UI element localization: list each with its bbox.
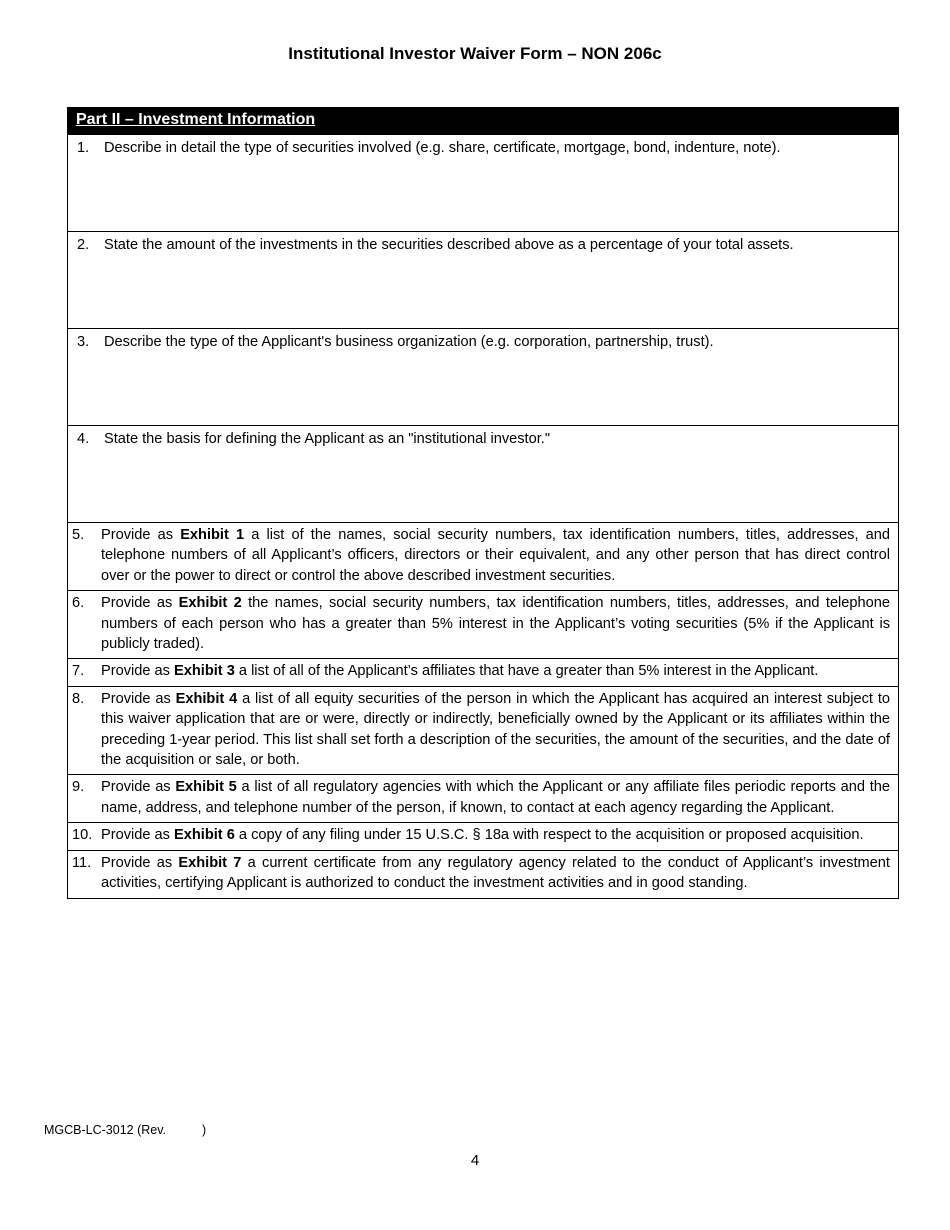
question-number: 9. bbox=[72, 779, 85, 796]
question-number: 3. bbox=[77, 334, 90, 350]
question-text: Describe the type of the Applicant's business organization (e.g. corporation, partnership, trust). bbox=[104, 334, 714, 350]
question-prefix: Provide as bbox=[101, 595, 179, 612]
question-body: a list of all equity securities of the person in which the Applicant has acquired an interest subject to this waiver application that are or were, directly or indirectly, beneficially owned by the Applicant or its affiliates within the preceding 1-year period. This list shall set forth a description of the securities, the amount of the securities, and the date of the acquisition or sale, or both. bbox=[101, 690, 890, 769]
question-number: 5. bbox=[72, 527, 85, 543]
exhibit-label: Exhibit 5 bbox=[175, 779, 237, 796]
question-text bbox=[101, 777, 890, 818]
question-text bbox=[101, 689, 890, 771]
exhibit-row bbox=[68, 850, 898, 898]
question-number: 8. bbox=[72, 690, 85, 707]
question-row[interactable] bbox=[68, 328, 898, 425]
question-prefix: Provide as bbox=[101, 690, 176, 707]
exhibit-row bbox=[68, 590, 898, 658]
question-number: 6. bbox=[72, 595, 85, 612]
question-body: a list of the names, social security numbers, tax identification numbers, titles, addresses, and telephone numbers of all Applicant’s officers, directors or their equivalent, and any other person that has direct control over or the power to direct or control the above described investment securities. bbox=[101, 527, 890, 584]
question-text: State the amount of the investments in the securities described above as a percentage of your total assets. bbox=[104, 237, 794, 253]
page-number: 4 bbox=[470, 1152, 480, 1169]
question-prefix: Provide as bbox=[101, 854, 179, 871]
question-row[interactable] bbox=[68, 134, 898, 231]
question-text: Describe in detail the type of securities involved (e.g. share, certificate, mortgage, bond, indenture, note). bbox=[104, 140, 781, 156]
part-header: Part II – Investment Information bbox=[68, 108, 898, 134]
question-prefix: Provide as bbox=[101, 527, 181, 543]
exhibit-label: Exhibit 6 bbox=[174, 827, 235, 844]
exhibit-label: Exhibit 2 bbox=[178, 595, 242, 612]
question-number: 11. bbox=[72, 854, 92, 871]
exhibit-label: Exhibit 4 bbox=[175, 690, 238, 707]
question-text bbox=[101, 661, 890, 681]
question-row[interactable] bbox=[68, 231, 898, 328]
question-text bbox=[101, 593, 890, 654]
question-body: a list of all of the Applicant’s affiliates that have a greater than 5% interest in the Applicant. bbox=[234, 663, 819, 680]
form-code bbox=[44, 1123, 206, 1137]
question-number: 1. bbox=[77, 140, 90, 156]
question-body: a current certificate from any regulatory agency related to the conduct of Applicant’s investment activities, certifying Applicant is authorized to conduct the investment activities and in good standing. bbox=[101, 854, 890, 892]
exhibit-label: Exhibit 1 bbox=[180, 527, 245, 543]
exhibit-label: Exhibit 3 bbox=[174, 663, 235, 680]
question-number: 7. bbox=[72, 663, 85, 680]
question-row[interactable] bbox=[68, 425, 898, 522]
exhibit-row bbox=[68, 774, 898, 822]
form-title: Institutional Investor Waiver Form – NON 206c bbox=[288, 44, 662, 63]
question-prefix: Provide as bbox=[101, 779, 176, 796]
question-body: a list of all regulatory agencies with which the Applicant or any affiliate files periodic reports and the name, address, and telephone number of the person, if known, to contact at each agency regarding the Applicant. bbox=[101, 779, 890, 816]
question-prefix: Provide as bbox=[101, 663, 175, 680]
question-number: 2. bbox=[77, 237, 90, 253]
question-body: the names, social security numbers, tax identification numbers, titles, addresses, and telephone numbers of each person who has a greater than 5% interest in the Applicant’s voting securities (5% if the Applicant is publicly traded). bbox=[101, 595, 891, 653]
question-text: State the basis for defining the Applicant as an "institutional investor." bbox=[104, 431, 551, 447]
question-text bbox=[101, 525, 890, 586]
question-text bbox=[101, 853, 890, 894]
exhibit-row bbox=[68, 686, 898, 775]
question-body: a copy of any filing under 15 U.S.C. § 18a with respect to the acquisition or proposed acquisition. bbox=[234, 827, 864, 844]
exhibit-row bbox=[68, 658, 898, 685]
investment-information-table bbox=[67, 107, 899, 899]
question-number: 10. bbox=[72, 827, 93, 844]
question-text bbox=[101, 825, 890, 845]
exhibit-row bbox=[68, 822, 898, 849]
exhibit-label: Exhibit 7 bbox=[178, 854, 242, 871]
form-code-text: MGCB-LC-3012 (Rev. bbox=[44, 1123, 167, 1137]
form-code-close: ) bbox=[202, 1123, 207, 1137]
question-number: 4. bbox=[77, 431, 90, 447]
question-prefix: Provide as bbox=[101, 827, 175, 844]
exhibit-row bbox=[68, 522, 898, 590]
